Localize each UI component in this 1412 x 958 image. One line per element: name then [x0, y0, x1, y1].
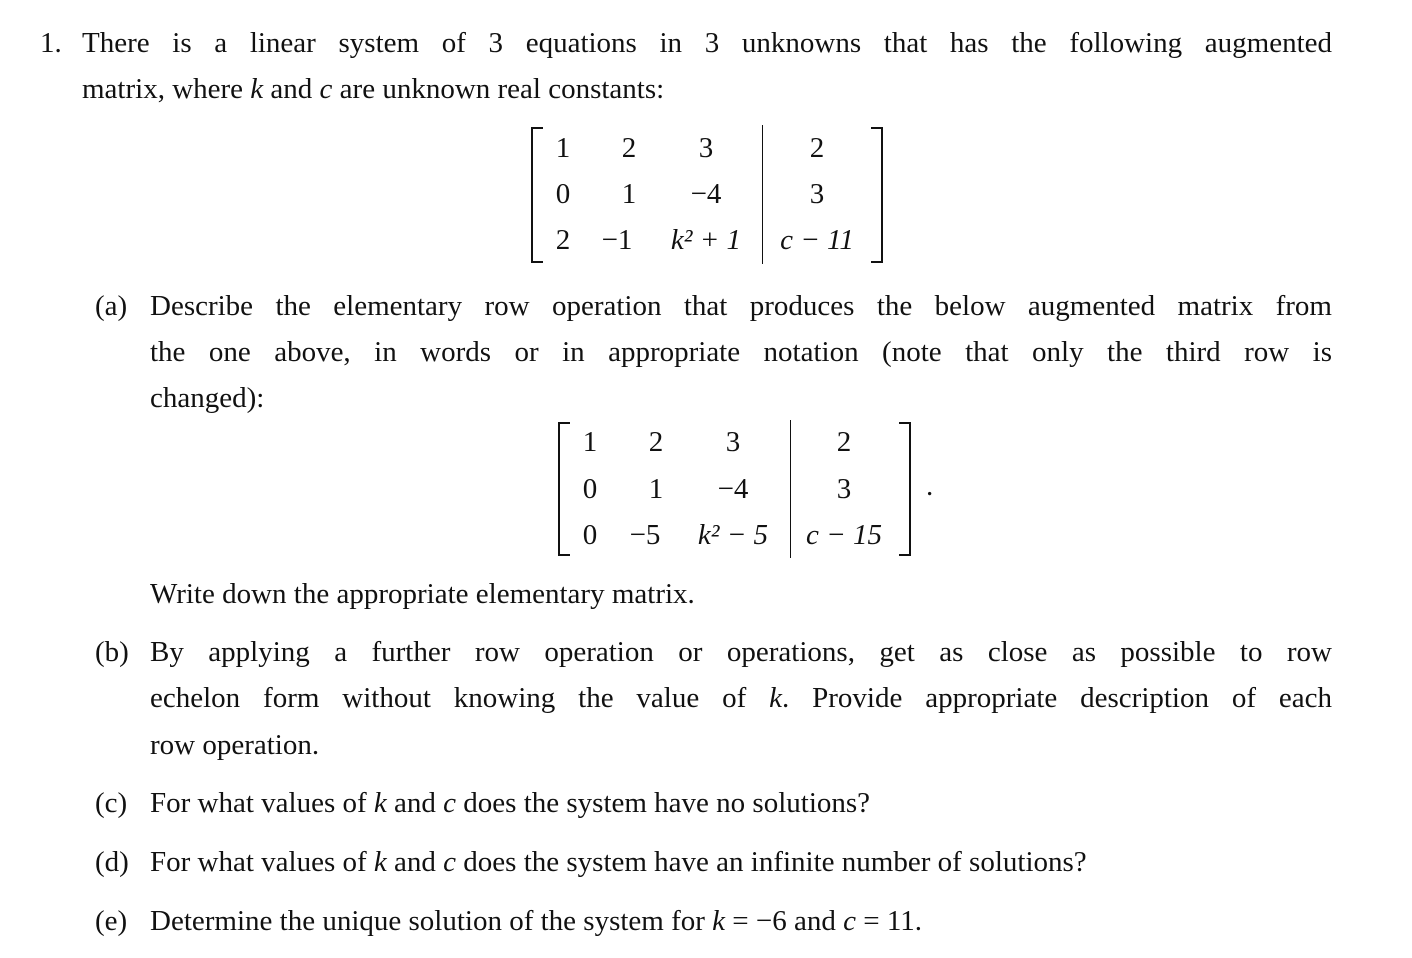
- part-e-eq1: = −6 and: [725, 905, 844, 937]
- part-c-pre: For what values of: [150, 787, 374, 819]
- intro-text-pre: matrix, where: [82, 73, 251, 105]
- problem-number: 1.: [40, 27, 62, 59]
- matrix1-cell: 2: [621, 132, 637, 164]
- matrix1-cell: 3: [698, 132, 714, 164]
- part-d-text: [150, 846, 1087, 879]
- part-d-pre: For what values of: [150, 846, 374, 878]
- part-c-label: (c): [95, 787, 128, 819]
- part-a-line2: the one above, in words or in appropriate notation (note that only the third row is: [150, 336, 1332, 368]
- part-c-post: does the system have no solutions?: [456, 787, 871, 819]
- var-c: c: [443, 846, 457, 878]
- var-c: c: [319, 73, 333, 105]
- var-c: c: [443, 787, 457, 819]
- intro-text-mid: and: [263, 73, 320, 105]
- matrix2-cell: −5: [629, 519, 661, 551]
- var-k: k: [712, 905, 726, 937]
- matrix2-cell: −4: [717, 473, 749, 505]
- part-e-eq2: = 11.: [856, 905, 923, 937]
- matrix1-cell: c − 11: [780, 224, 854, 256]
- part-b-line3: row operation.: [150, 729, 320, 761]
- part-b-line2-post: . Provide appropriate description of each: [782, 682, 1333, 714]
- matrix2-cell: 3: [725, 426, 741, 458]
- part-e-pre: Determine the unique solution of the system for: [150, 905, 713, 937]
- part-a-line1: Describe the elementary row operation that produces the below augmented matrix from: [150, 290, 1332, 322]
- part-d-mid: and: [386, 846, 444, 878]
- matrix2-cell: 1: [648, 473, 664, 505]
- problem-intro-line1: There is a linear system of 3 equations in 3 unknowns that has the following augmented: [82, 27, 1332, 59]
- part-b-line2: [150, 682, 1332, 715]
- matrix1-cell: 1: [555, 132, 571, 164]
- part-d-post: does the system have an infinite number of solutions?: [456, 846, 1087, 878]
- matrix1-cell: −1: [601, 224, 633, 256]
- var-k: k: [373, 846, 387, 878]
- part-c-mid: and: [386, 787, 444, 819]
- matrix2-trailing-period: .: [926, 470, 934, 502]
- matrix1-cell: −4: [690, 178, 722, 210]
- part-e-text: [150, 905, 922, 938]
- matrix1-cell: 3: [809, 178, 825, 210]
- matrix1-cell: 0: [555, 178, 571, 210]
- var-k: k: [250, 73, 264, 105]
- part-d-label: (d): [95, 846, 129, 878]
- matrix1-cell: k² + 1: [670, 224, 742, 256]
- var-k: k: [373, 787, 387, 819]
- matrix2-cell: 2: [836, 426, 852, 458]
- matrix1-cell: 2: [555, 224, 571, 256]
- var-k: k: [769, 682, 783, 714]
- matrix2-cell: 0: [582, 473, 598, 505]
- matrix2-cell: k² − 5: [697, 519, 769, 551]
- problem-intro-line2: [82, 73, 664, 106]
- matrix1-cell: 2: [809, 132, 825, 164]
- part-b-line2-pre: echelon form without knowing the value of: [150, 682, 770, 714]
- matrix2-cell: 0: [582, 519, 598, 551]
- matrix1-cell: 1: [621, 178, 637, 210]
- part-a-line3: changed):: [150, 382, 265, 414]
- intro-text-post: are unknown real constants:: [332, 73, 665, 105]
- part-e-label: (e): [95, 905, 128, 937]
- matrix2-cell: 1: [582, 426, 598, 458]
- var-c: c: [843, 905, 857, 937]
- part-c-text: [150, 787, 870, 820]
- part-a-label: (a): [95, 290, 128, 322]
- part-a-followup: Write down the appropriate elementary matrix.: [150, 578, 695, 610]
- matrix2-cell: c − 15: [806, 519, 882, 551]
- part-b-label: (b): [95, 636, 129, 668]
- part-b-line1: By applying a further row operation or operations, get as close as possible to row: [150, 636, 1332, 668]
- matrix2-cell: 2: [648, 426, 664, 458]
- matrix2-cell: 3: [836, 473, 852, 505]
